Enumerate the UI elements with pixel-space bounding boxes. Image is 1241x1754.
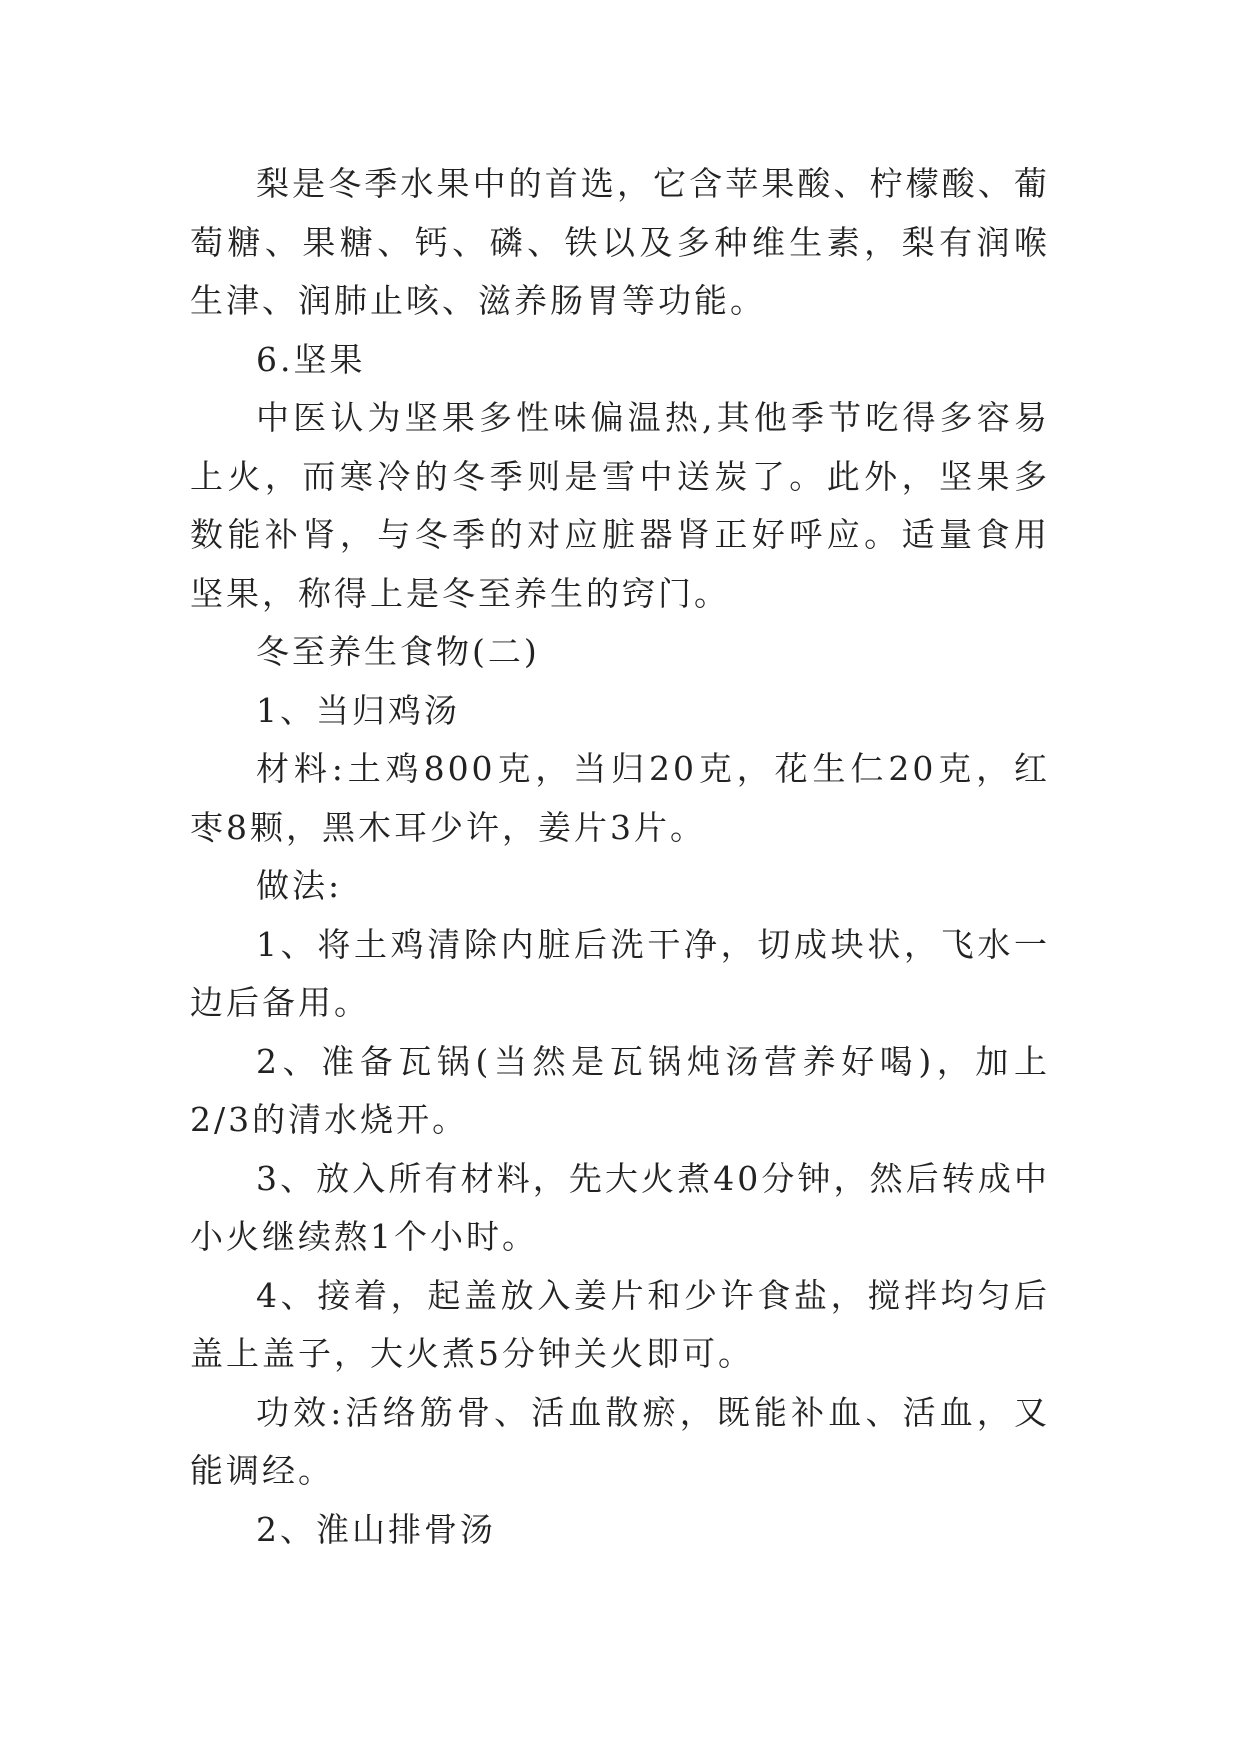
recipe-step-4: 4、接着，起盖放入姜片和少许食盐，搅拌均匀后盖上盖子，大火煮5分钟关火即可。 — [190, 1275, 1050, 1373]
paragraph-nuts: 中医认为坚果多性味偏温热,其他季节吃得多容易上火，而寒冷的冬季则是雪中送炭了。此外，坚果多数能补肾，与冬季的对应脏器肾正好呼应。适量食用坚果，称得上是冬至养生的窍门。 — [190, 398, 1050, 613]
document-page — [190, 155, 1050, 1559]
recipe-efficacy: 功效:活络筋骨、活血散瘀，既能补血、活血，又能调经。 — [190, 1392, 1050, 1490]
recipe-step-3: 3、放入所有材料，先大火煮40分钟，然后转成中小火继续熬1个小时。 — [190, 1158, 1050, 1256]
recipe-step-2: 2、准备瓦锅(当然是瓦锅炖汤营养好喝)，加上2/3的清水烧开。 — [190, 1041, 1050, 1139]
recipe-step-1: 1、将土鸡清除内脏后洗干净，切成块状，飞水一边后备用。 — [190, 924, 1050, 1022]
recipe-method-label: 做法: — [256, 866, 343, 905]
recipe-title-chicken-soup: 1、当归鸡汤 — [256, 690, 460, 730]
section-heading: 冬至养生食物(二) — [256, 632, 540, 671]
paragraph-pear: 梨是冬季水果中的首选，它含苹果酸、柠檬酸、葡萄糖、果糖、钙、磷、铁以及多种维生素，梨有润喉生津、润肺止咳、滋养肠胃等功能。 — [190, 164, 1050, 320]
recipe-ingredients: 材料:土鸡800克，当归20克，花生仁20克，红枣8颗，黑木耳少许，姜片3片。 — [190, 749, 1050, 847]
recipe-title-pork-rib-soup: 2、淮山排骨汤 — [256, 1509, 496, 1549]
heading-nuts: 6.坚果 — [256, 339, 366, 379]
